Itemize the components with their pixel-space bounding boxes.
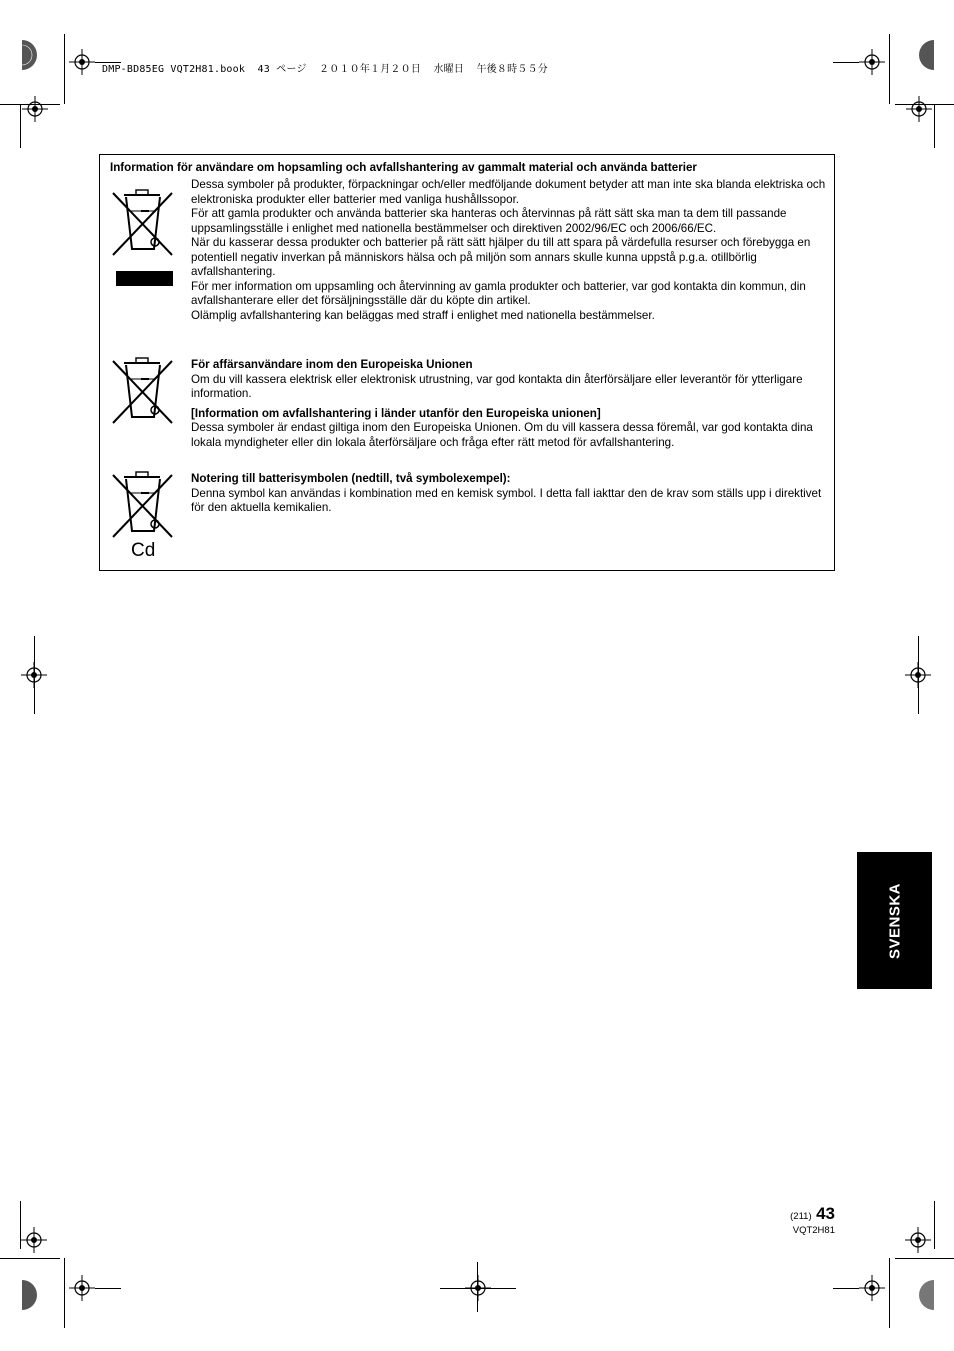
registration-mark-icon [21,662,47,688]
section2-heading-non-eu: [Information om avfallshantering i länder utanför den Europeiska unionen] [191,406,601,420]
page-number: 43 [816,1204,835,1223]
crossed-bin-icon [110,353,180,429]
registration-mark-icon [69,49,95,75]
registration-mark-icon [859,49,885,75]
print-file-info: DMP-BD85EG VQT2H81.book 43 ページ ２０１０年１月２０日 水曜日 午後８時５５分 [102,64,548,75]
registration-mark-icon [69,1275,95,1301]
registration-mark-icon [906,96,932,122]
section2-text [191,358,827,450]
registration-mark-icon [22,96,48,122]
notice-title: Information för användare om hopsamling och avfallshantering av gammalt material och använda batterier [110,161,697,174]
language-tab [857,852,932,989]
chemical-symbol: Cd [131,540,156,561]
section1-paragraph: Dessa symboler på produkter, förpackningar och/eller medföljande dokument betyder att man inte ska blanda elektriska och elektroniska produkter eller batterier med vanliga hushållssopor. [191,178,826,206]
color-wheel-mark [22,40,42,70]
section2-text-non-eu: Dessa symboler är endast giltiga inom den Europeiska Unionen. Om du vill kassera dessa föremål, var god kontakta dina lokala myndigheter eller din lokala återförsäljare och fråga efter rätt metod för avfallshantering. [191,421,813,449]
crossed-bin-icon [110,185,180,289]
disposal-notice-box [99,154,835,571]
section2-text-eu: Om du vill kassera elektrisk eller elektronisk utrustning, var god kontakta din återförsäljare eller leverantör för ytterligare information. [191,372,803,400]
registration-mark-icon [859,1275,885,1301]
section3-body: Denna symbol kan användas i kombination med en kemisk symbol. I detta fall iakttar den de krav som ställs upp i direktivet för den aktuella kemikalien. [191,486,822,514]
section1-paragraph: Olämplig avfallshantering kan beläggas med straff i enlighet med nationella bestämmelser. [191,308,655,322]
section2-heading-eu: För affärsanvändare inom den Europeiska Unionen [191,358,473,371]
color-wheel-mark [914,1280,934,1310]
color-wheel-mark [22,1280,42,1310]
page-info [790,1204,835,1236]
page-ref: (211) [790,1211,812,1222]
color-wheel-mark [914,40,934,70]
document-code: VQT2H81 [792,1225,835,1236]
section3-heading: Notering till batterisymbolen (nedtill, två symbolexempel): [191,472,511,485]
section3-text [191,472,827,516]
section1-paragraph: För att gamla produkter och använda batterier ska hanteras och återvinnas på rätt sätt ska man ta dem till passande uppsamlingsställe i enlighet med nationella bestämmelser och direktiven 2002/96/EC och 2006/66/EC. [191,207,787,235]
section1-paragraph: När du kasserar dessa produkter och batterier på rätt sätt hjälper du till att spara på värdefulla resurser och förebygga en potentiell negativ inverkan på människors hälsa och på miljön som annars skulle kunna uppstå p.g.a. otillbörlig avfallshantering. [191,236,811,278]
language-tab-label: SVENSKA [886,882,903,959]
registration-mark-icon [905,1227,931,1253]
section1-text [191,178,827,323]
registration-mark-icon [21,1227,47,1253]
registration-mark-icon [905,662,931,688]
section1-paragraph: För mer information om uppsamling och återvinning av gamla produkter och batterier, var god kontakta din kommun, din avfallshanterare eller det försäljningsställe där du köpte din artikel. [191,279,806,307]
